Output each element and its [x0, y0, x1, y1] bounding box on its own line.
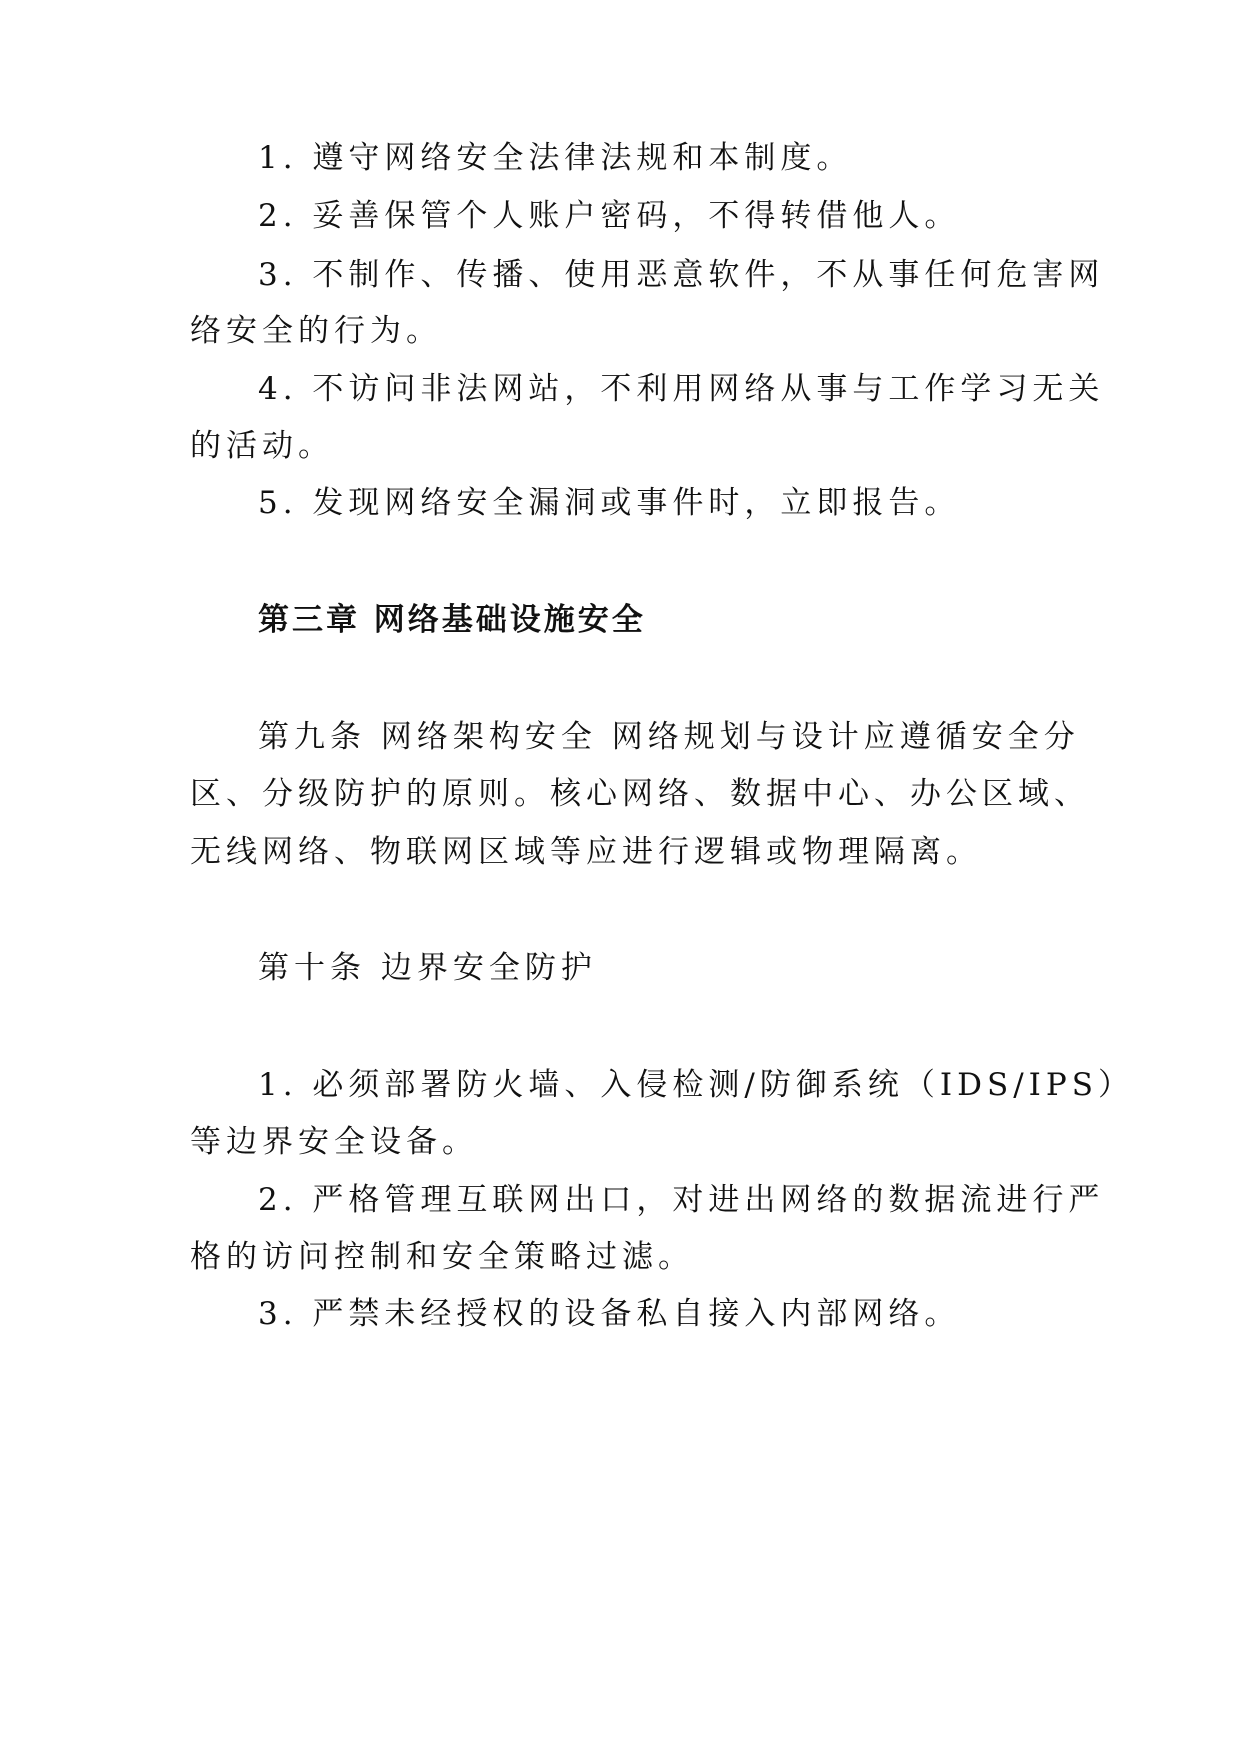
- list-item-continuation: 等边界安全设备。: [190, 1124, 478, 1160]
- list-item-continuation: 格的访问控制和安全策略过滤。: [190, 1239, 694, 1275]
- list-item: 5. 发现网络安全漏洞或事件时，立即报告。: [258, 485, 961, 521]
- list-item: 1. 必须部署防火墙、入侵检测/防御系统（IDS/IPS）: [258, 1067, 1134, 1103]
- chapter-heading: 第三章 网络基础设施安全: [258, 602, 646, 638]
- list-item-continuation: 的活动。: [190, 428, 334, 464]
- list-item: 1. 遵守网络安全法律法规和本制度。: [258, 140, 853, 176]
- list-item: 2. 妥善保管个人账户密码，不得转借他人。: [258, 198, 961, 234]
- list-item: 3. 严禁未经授权的设备私自接入内部网络。: [258, 1296, 961, 1332]
- list-item: 3. 不制作、传播、使用恶意软件，不从事任何危害网: [258, 257, 1105, 293]
- list-item: 2. 严格管理互联网出口，对进出网络的数据流进行严: [258, 1182, 1105, 1218]
- article-title: 第十条 边界安全防护: [258, 950, 597, 986]
- article-paragraph-line: 区、分级防护的原则。核心网络、数据中心、办公区域、: [190, 776, 1090, 812]
- article-paragraph: 第九条 网络架构安全 网络规划与设计应遵循安全分: [258, 719, 1080, 755]
- list-item-continuation: 络安全的行为。: [190, 313, 442, 349]
- list-item: 4. 不访问非法网站，不利用网络从事与工作学习无关: [258, 371, 1105, 407]
- article-paragraph-line: 无线网络、物联网区域等应进行逻辑或物理隔离。: [190, 834, 982, 870]
